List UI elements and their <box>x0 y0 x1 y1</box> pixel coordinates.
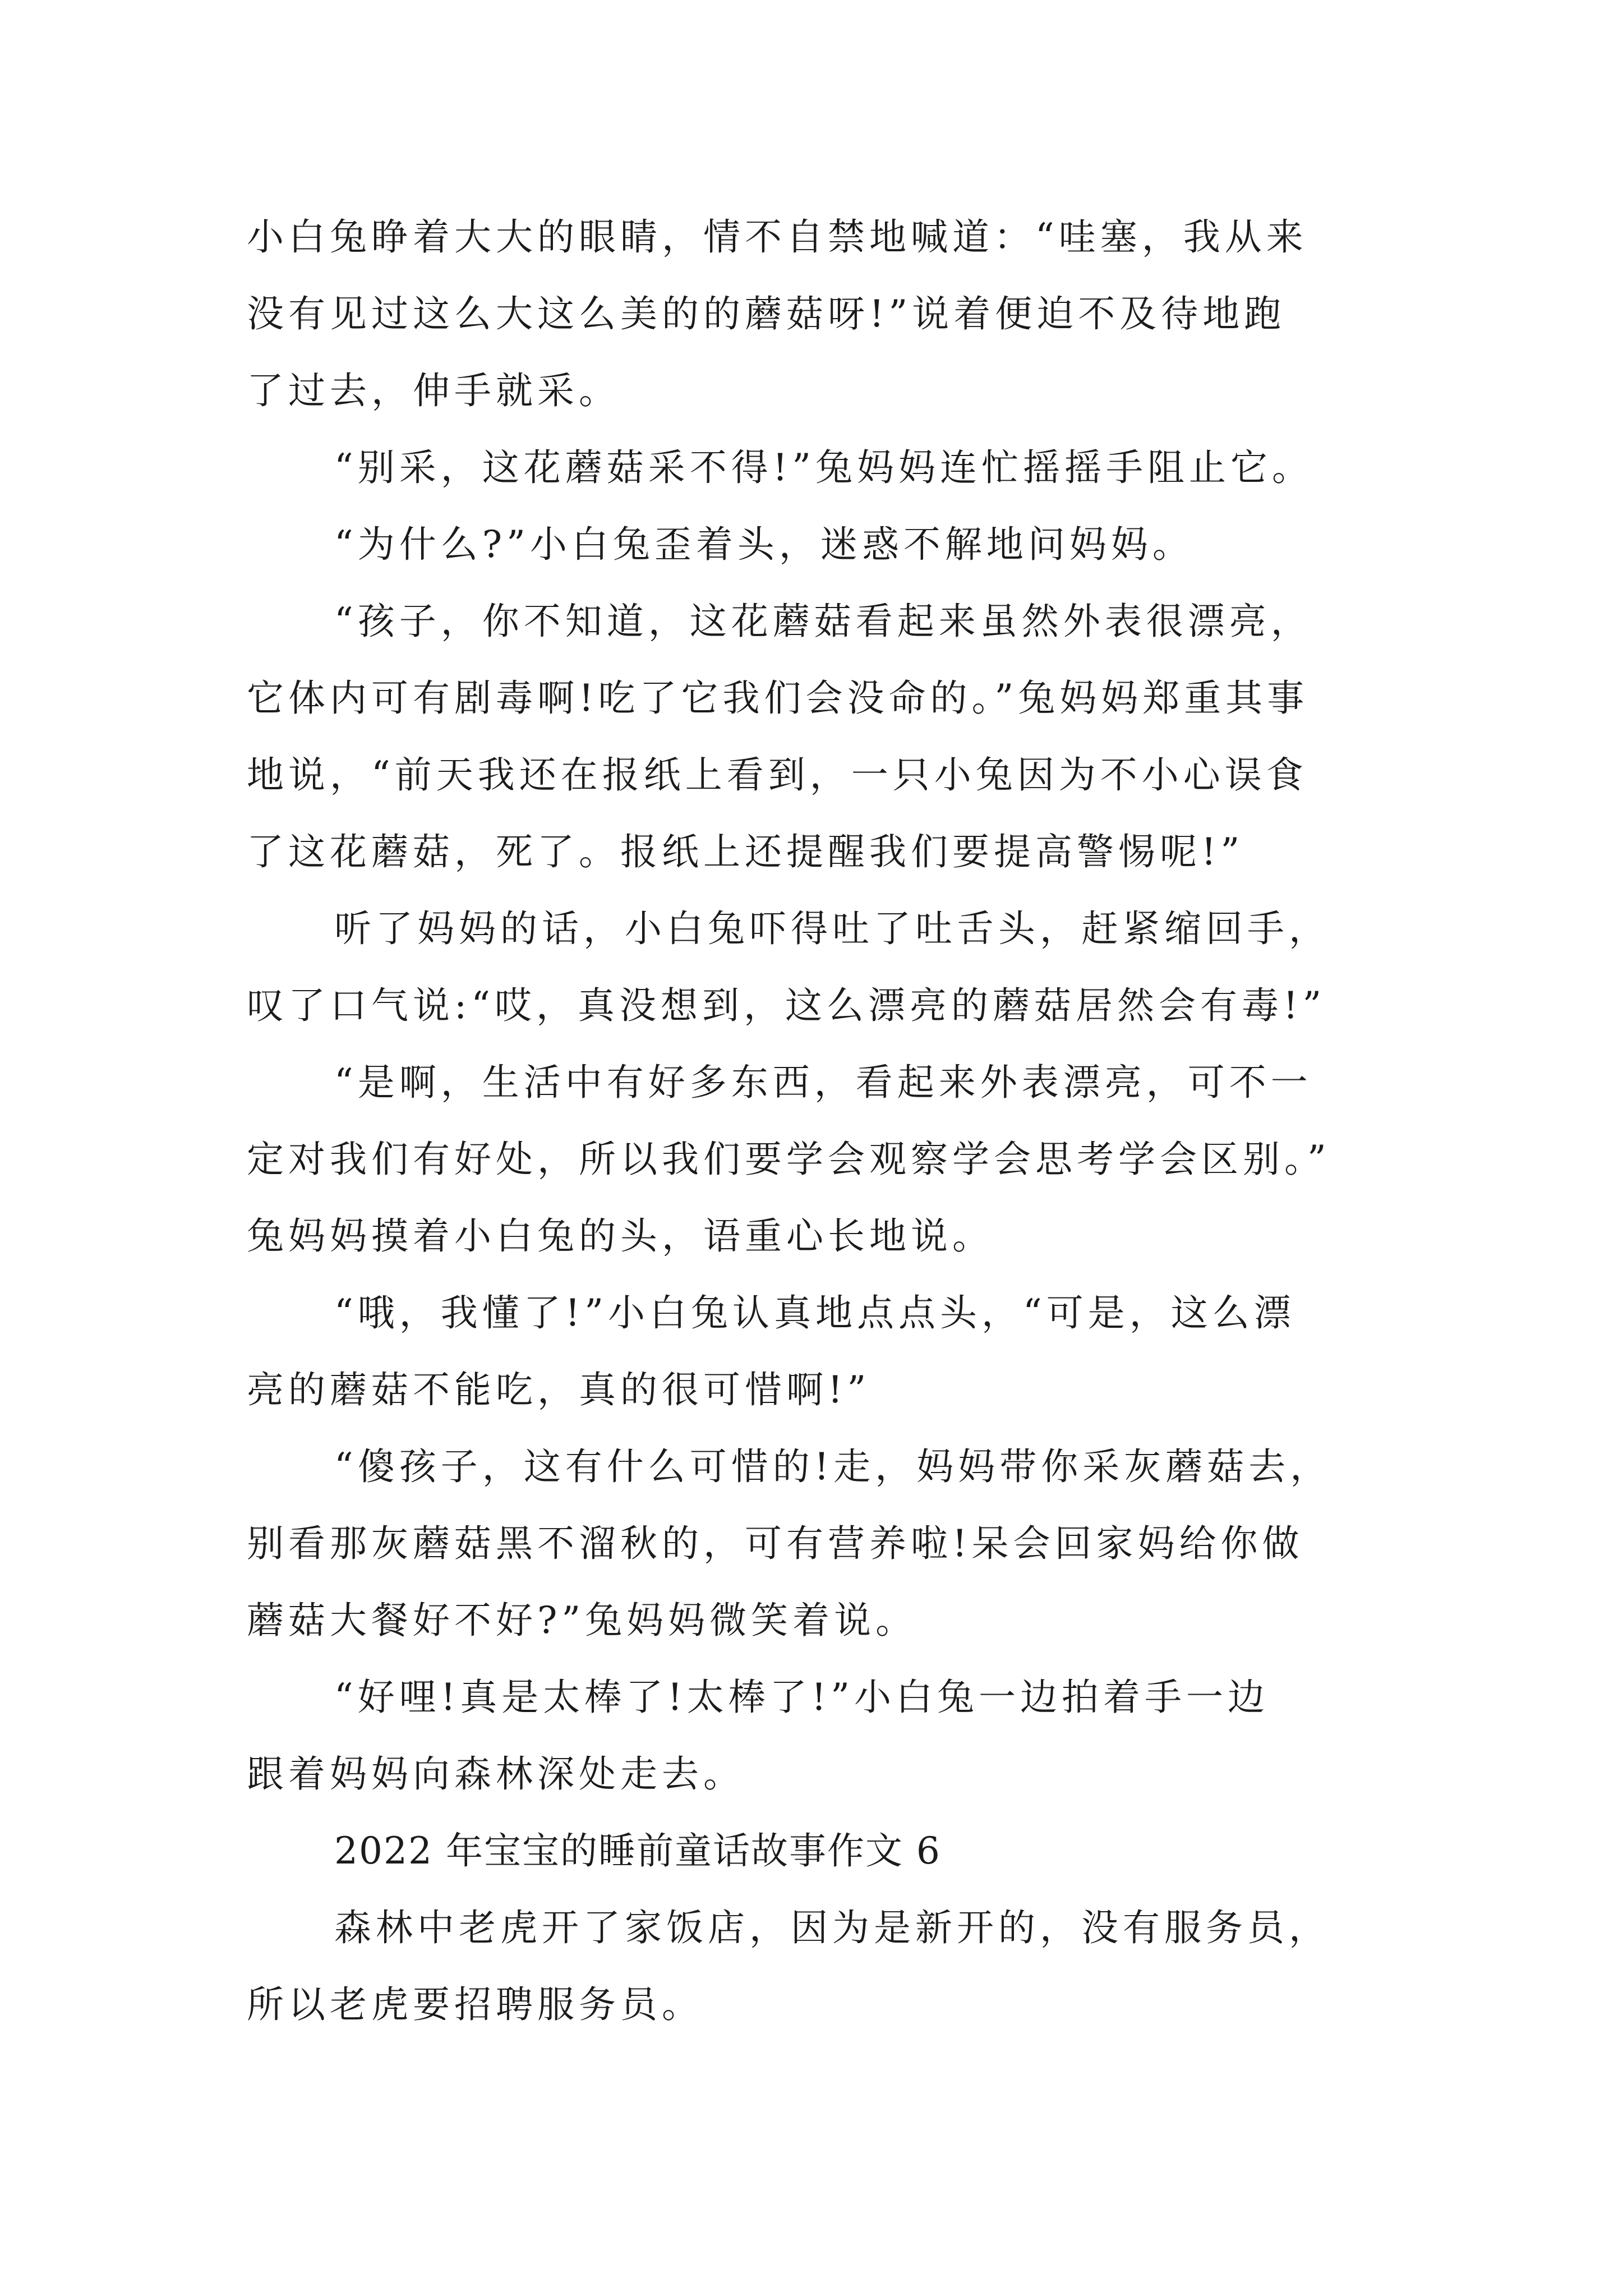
text-line: 小白兔睁着大大的眼睛，情不自禁地喊道：“哇塞，我从来 <box>247 215 1308 259</box>
text-line: 兔妈妈摸着小白兔的头，语重心长地说。 <box>247 1214 994 1258</box>
text-line: “傻孩子，这有什么可惜的!走，妈妈带你采灰蘑菇去， <box>334 1445 1332 1488</box>
text-line: 别看那灰蘑菇黑不溜秋的，可有营养啦!呆会回家妈给你做 <box>247 1522 1304 1565</box>
text-line: 定对我们有好处，所以我们要学会观察学会思考学会区别。” <box>247 1138 1331 1181</box>
text-line: 听了妈妈的话，小白兔吓得吐了吐舌头，赶紧缩回手， <box>334 907 1330 950</box>
section-heading: 2022 年宝宝的睡前童话故事作文 6 <box>334 1829 941 1872</box>
text-line: 地说，“前天我还在报纸上看到，一只小兔因为不小心误食 <box>247 753 1308 797</box>
text-line: “是啊，生活中有好多东西，看起来外表漂亮，可不一 <box>334 1061 1312 1104</box>
text-line: “哦，我懂了!”小白兔认真地点点头，“可是，这么漂 <box>334 1291 1295 1335</box>
text-line: 它体内可有剧毒啊!吃了它我们会没命的。”兔妈妈郑重其事 <box>247 677 1309 720</box>
text-line: 了过去，伸手就采。 <box>247 369 620 412</box>
text-line: 跟着妈妈向森林深处走去。 <box>247 1752 745 1796</box>
text-line: “别采，这花蘑菇采不得!”兔妈妈连忙摇摇手阻止它。 <box>334 446 1314 489</box>
text-line: 没有见过这么大这么美的的蘑菇呀!”说着便迫不及待地跑 <box>247 292 1286 335</box>
text-line: 亮的蘑菇不能吃，真的很可惜啊!” <box>247 1368 871 1411</box>
text-line: “为什么?”小白兔歪着头，迷惑不解地问妈妈。 <box>334 523 1194 566</box>
text-line: 森林中老虎开了家饭店，因为是新开的，没有服务员， <box>334 1906 1330 1949</box>
text-line: 蘑菇大餐好不好?”兔妈妈微笑着说。 <box>247 1599 917 1642</box>
text-line: 了这花蘑菇，死了。报纸上还提醒我们要提高警惕呢!” <box>247 830 1244 873</box>
text-line: 所以老虎要招聘服务员。 <box>247 1983 703 2026</box>
text-line: “孩子，你不知道，这花蘑菇看起来虽然外表很漂亮， <box>334 600 1312 643</box>
text-line: 叹了口气说:“哎，真没想到，这么漂亮的蘑菇居然会有毒!” <box>247 984 1326 1027</box>
text-line: “好哩!真是太棒了!太棒了!”小白兔一边拍着手一边 <box>334 1676 1270 1719</box>
